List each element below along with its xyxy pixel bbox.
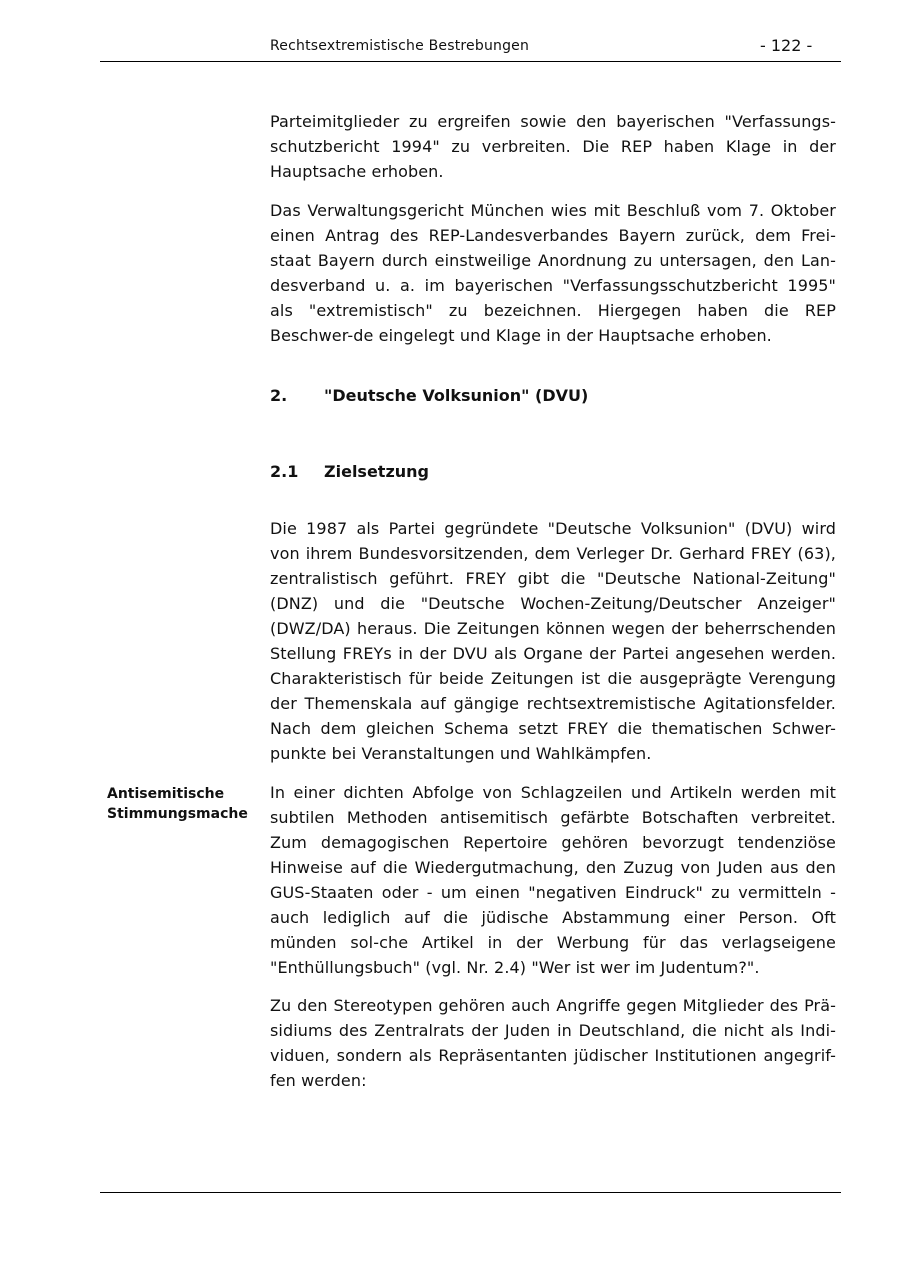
section-title: "Deutsche Volksunion" (DVU)	[324, 386, 589, 405]
paragraph-4: In einer dichten Abfolge von Schlagzeilen und Artikeln werden mit subtilen Methoden antisemitisch gefärbte Botschaften verbreitet. Zum demagogischen Repertoire gehören bevorzugt tendenziöse Hinweise auf die Wiedergutmachung, den Zuzug von Juden aus den GUS-Staaten oder - um einen "negativen Eindruck" zu vermitteln - auch lediglich auf die jüdische Abstammung einer Person. Oft münden sol-che Artikel in der Werbung für das verlagseigene "Enthüllungsbuch" (vgl. Nr. 2.4) "Wer ist wer im Judentum?".	[270, 783, 836, 977]
section-heading-2	[270, 386, 588, 405]
margin-note-line-1: Antisemitische	[107, 786, 225, 802]
paragraph-5: Zu den Stereotypen gehören auch Angriffe gegen Mitglieder des Prä-sidiums des Zentralrats der Juden in Deutschland, die nicht als Indi-viduen, sondern als Repräsentanten jüdischer Institutionen angegrif-fen werden:	[270, 996, 836, 1090]
page-number: - 122 -	[760, 36, 813, 55]
footer-rule	[100, 1192, 841, 1193]
margin-note	[107, 784, 257, 824]
subsection-title: Zielsetzung	[324, 462, 429, 481]
section-number: 2.	[270, 386, 288, 405]
margin-note-line-2: Stimmungsmache	[107, 806, 248, 822]
header-rule	[100, 61, 841, 62]
section-heading-2-1	[270, 462, 429, 481]
subsection-number: 2.1	[270, 462, 299, 481]
paragraph-2: Das Verwaltungsgericht München wies mit Beschluß vom 7. Oktober einen Antrag des REP-Landesverbandes Bayern zurück, dem Frei-staat Bayern durch einstweilige Anordnung zu untersagen, den Lan-desverband u. a. im bayerischen "Verfassungsschutzbericht 1995" als "extremistisch" zu bezeichnen. Hiergegen haben die REP Beschwer-de eingelegt und Klage in der Hauptsache erhoben.	[270, 201, 836, 345]
running-header-title: Rechtsextremistische Bestrebungen	[270, 38, 530, 54]
paragraph-1: Parteimitglieder zu ergreifen sowie den bayerischen "Verfassungs-schutzbericht 1994" zu verbreiten. Die REP haben Klage in der Hauptsache erhoben.	[270, 112, 836, 181]
paragraph-3: Die 1987 als Partei gegründete "Deutsche Volksunion" (DVU) wird von ihrem Bundesvorsitzenden, dem Verleger Dr. Gerhard FREY (63), zentralistisch geführt. FREY gibt die "Deutsche National-Zeitung" (DNZ) und die "Deutsche Wochen-Zeitung/Deutscher Anzeiger" (DWZ/DA) heraus. Die Zeitungen können wegen der beherrschenden Stellung FREYs in der DVU als Organe der Partei angesehen werden. Charakteristisch für beide Zeitungen ist die ausgeprägte Verengung der Themenskala auf gängige rechtsextremistische Agitationsfelder. Nach dem gleichen Schema setzt FREY die thematischen Schwer-punkte bei Veranstaltungen und Wahlkämpfen.	[270, 519, 836, 763]
